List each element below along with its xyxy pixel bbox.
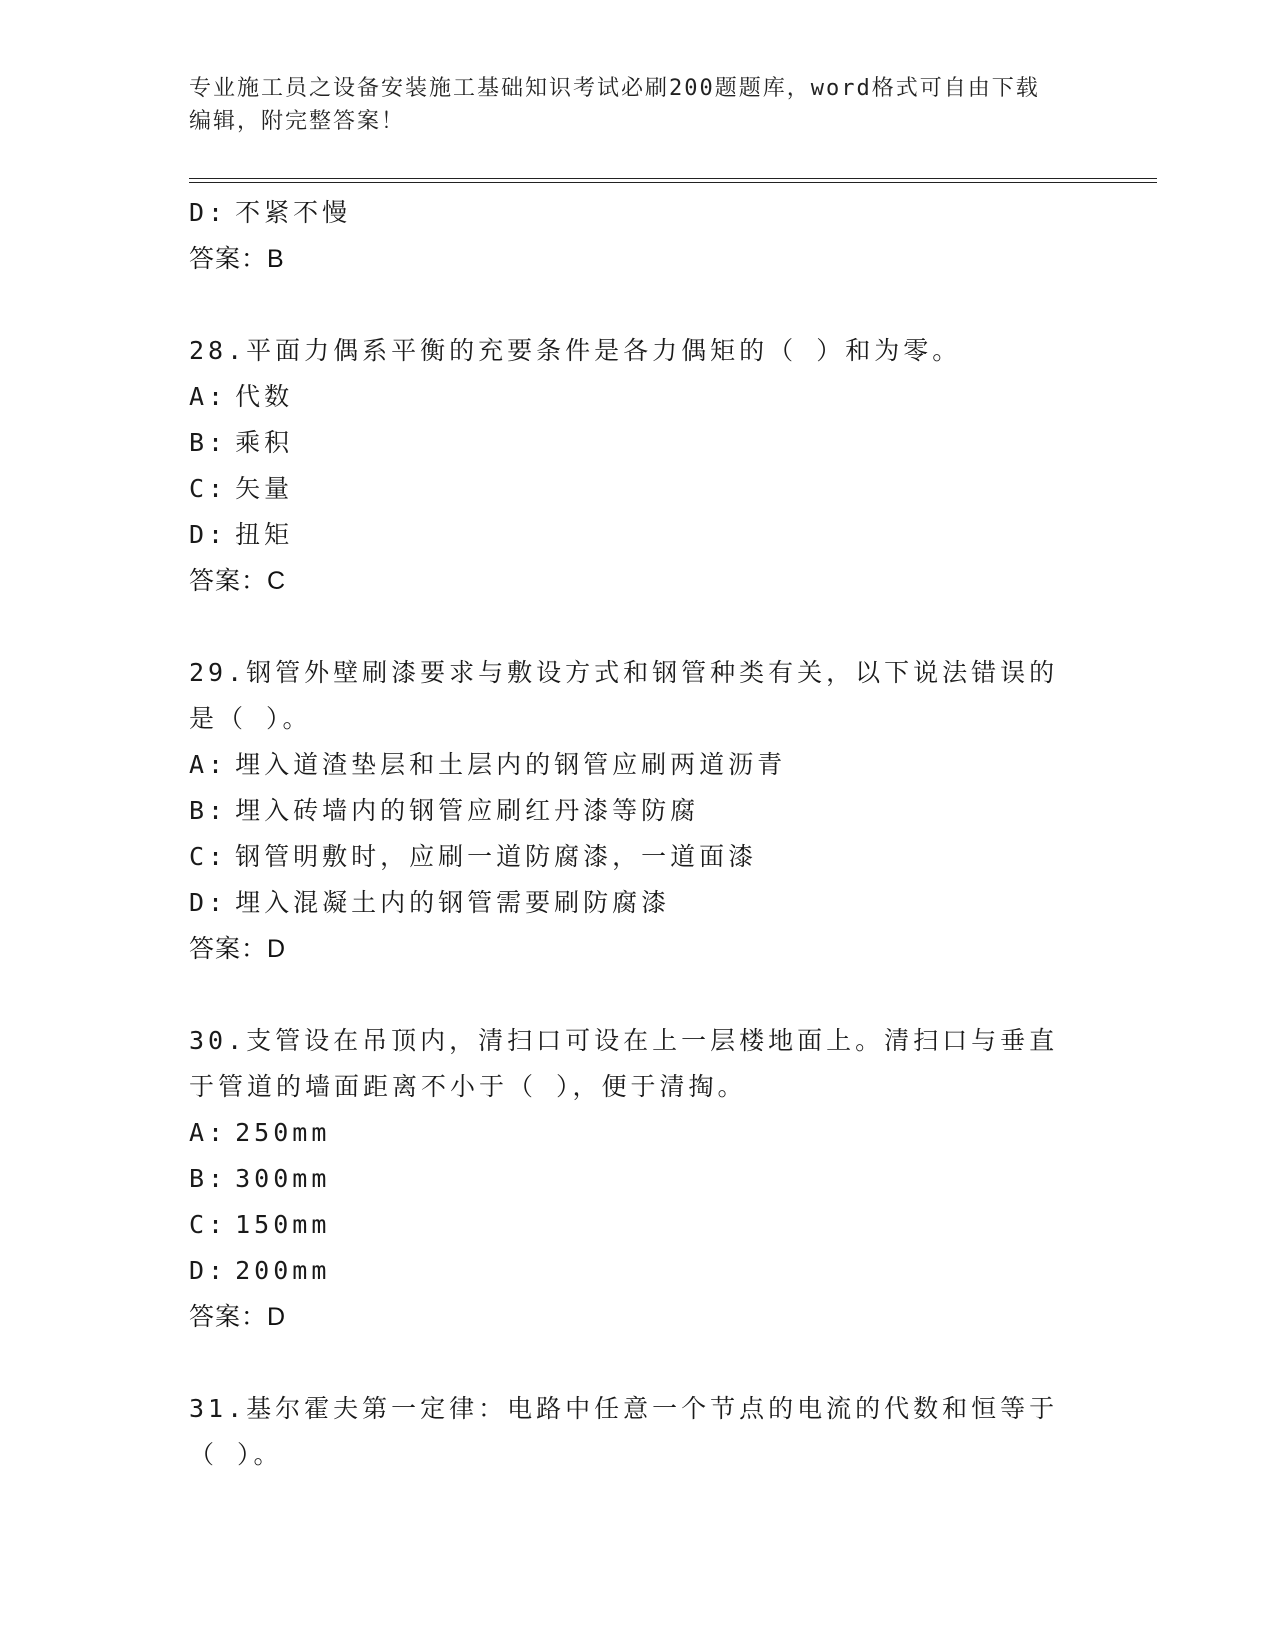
option-key: C: xyxy=(189,842,228,871)
option-key: B: xyxy=(189,1164,228,1193)
option-text: 钢管明敷时，应刷一道防腐漆，一道面漆 xyxy=(235,842,758,871)
option-key: C: xyxy=(189,474,228,503)
question-stem: 29.钢管外壁刷漆要求与敷设方式和钢管种类有关，以下说法错误的是（ ）。 xyxy=(189,658,1059,733)
spacer xyxy=(189,1340,1089,1386)
option-b xyxy=(189,1156,1089,1202)
spacer xyxy=(189,282,1089,328)
option-text: 250mm xyxy=(235,1118,331,1147)
question-stem: 31.基尔霍夫第一定律：电路中任意一个节点的电流的代数和恒等于（ ）。 xyxy=(189,1394,1059,1469)
option-key: B: xyxy=(189,796,228,825)
option-text: 埋入道渣垫层和土层内的钢管应刷两道沥青 xyxy=(235,750,787,779)
header-title-line-2: 编辑，附完整答案！ xyxy=(189,109,406,134)
option-a xyxy=(189,1110,1089,1156)
option-key: D: xyxy=(189,198,228,227)
answer-line: 答案：D xyxy=(189,1303,287,1331)
option-key: D: xyxy=(189,888,228,917)
spacer xyxy=(189,972,1089,1018)
option-d xyxy=(189,190,1089,236)
option-c xyxy=(189,466,1089,512)
document-header xyxy=(189,72,1089,138)
option-key: C: xyxy=(189,1210,228,1239)
spacer xyxy=(189,604,1089,650)
option-key: A: xyxy=(189,1118,228,1147)
option-text: 不紧不慢 xyxy=(235,198,352,227)
option-text: 扭矩 xyxy=(235,520,294,549)
option-key: A: xyxy=(189,750,228,779)
option-a xyxy=(189,742,1089,788)
option-key: B: xyxy=(189,428,228,457)
option-text: 矢量 xyxy=(235,474,294,503)
option-a xyxy=(189,374,1089,420)
option-d xyxy=(189,880,1089,926)
option-d xyxy=(189,512,1089,558)
answer-line: 答案：D xyxy=(189,935,287,963)
question-stem: 30.支管设在吊顶内，清扫口可设在上一层楼地面上。清扫口与垂直于管道的墙面距离不小于（ ），便于清掏。 xyxy=(189,1026,1059,1101)
option-text: 代数 xyxy=(235,382,294,411)
option-text: 300mm xyxy=(235,1164,331,1193)
answer-line: 答案：B xyxy=(189,245,285,273)
question-list xyxy=(189,190,1089,1478)
option-c xyxy=(189,834,1089,880)
option-text: 150mm xyxy=(235,1210,331,1239)
question-stem: 28.平面力偶系平衡的充要条件是各力偶矩的（ ）和为零。 xyxy=(189,336,962,365)
option-key: D: xyxy=(189,520,228,549)
option-key: A: xyxy=(189,382,228,411)
option-b xyxy=(189,420,1089,466)
option-text: 200mm xyxy=(235,1256,331,1285)
option-key: D: xyxy=(189,1256,228,1285)
option-text: 乘积 xyxy=(235,428,294,457)
option-c xyxy=(189,1202,1089,1248)
option-d xyxy=(189,1248,1089,1294)
option-b xyxy=(189,788,1089,834)
header-title-line-1: 专业施工员之设备安装施工基础知识考试必刷200题题库，word格式可自由下载 xyxy=(189,76,1040,101)
option-text: 埋入混凝土内的钢管需要刷防腐漆 xyxy=(235,888,671,917)
option-text: 埋入砖墙内的钢管应刷红丹漆等防腐 xyxy=(235,796,700,825)
answer-line: 答案：C xyxy=(189,567,287,595)
header-divider xyxy=(189,178,1157,183)
